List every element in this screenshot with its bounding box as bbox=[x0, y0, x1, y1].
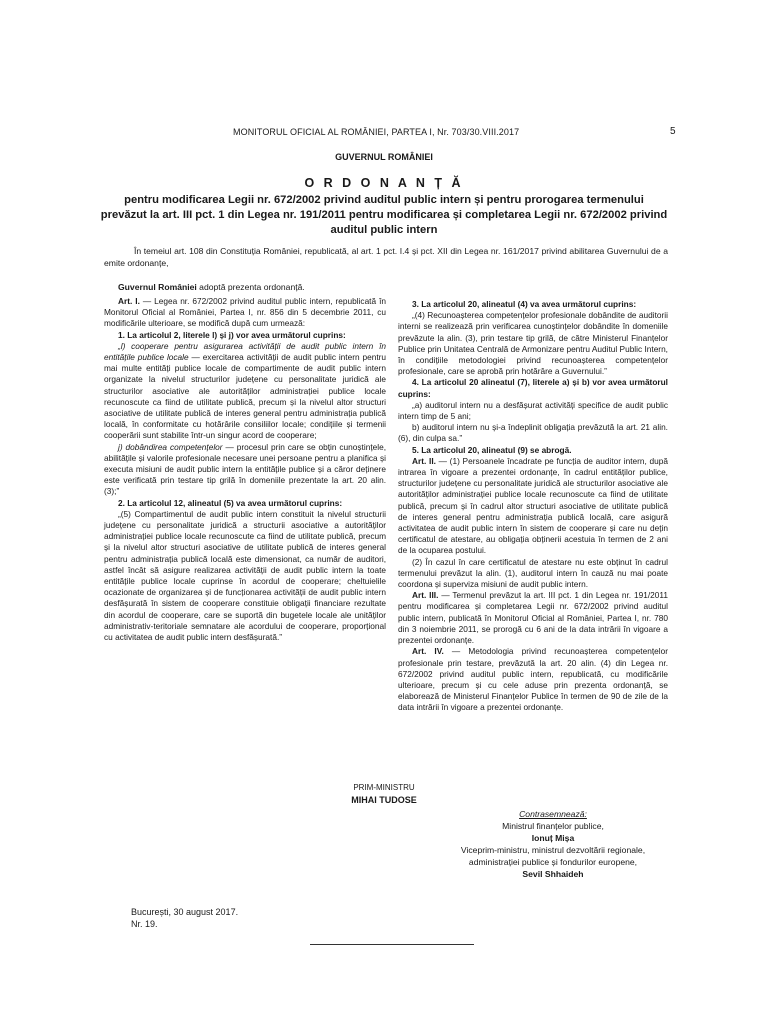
article-4 bbox=[398, 646, 668, 713]
point-2-heading: 2. La articolul 12, alineatul (5) va avea următorul cuprins: bbox=[118, 497, 343, 508]
countersign-role-1: Ministrul finanțelor publice, bbox=[502, 821, 604, 831]
article-3-text: — Termenul prevăzut la art. III pct. 1 din Legea nr. 191/2011 pentru modificarea și completarea Legii nr. 672/2002 privind auditul public intern, publicată în Monitorul Oficial al României, Partea I, nr. 780 din 3 noiembrie 2011, se prorogă cu 6 ani de la data intrării în vigoare a prezentei ordonanțe. bbox=[398, 590, 668, 646]
signature-title: PRIM-MINISTRU bbox=[353, 783, 415, 792]
point-2-text: „(5) Compartimentul de audit public intern constituit la nivelul structurii județene cu personalitate juridică a structurii asociative a autorităților administrației publice locale recunoscute ca fiind de utilitate publică, precum și la nivelul altor structuri asociative de utilitate publică de interes general pentru administrația publică locală este dimensionat, ca număr de auditori, astfel încât să asigure realizarea activității de audit public intern la toate entitățile publice locale cuprinse în acordul de cooperare; cheltuielile ocazionate de organizarea și de funcționarea activității de audit public intern desfășurată în sistem de cooperare constituie obligații financiare rezultate din acordul de cooperare, care se suportă din bugetele locale ale unităților administrativ-teritoriale semnatare ale acordului de cooperare, proporțional cu activitatea de audit public intern desfășurată.” bbox=[104, 508, 386, 643]
adoption-text: adoptă prezenta ordonanță. bbox=[196, 282, 305, 292]
article-1 bbox=[104, 296, 386, 330]
article-1-label: Art. I. bbox=[118, 296, 140, 306]
point-3-text: „(4) Recunoașterea competențelor profesionale dobândite de auditorii interni se realizează prin verificarea cunoștințelor dobândite în domeniile prevăzute la alin. (3), prin testare tip grilă, de către Ministerul Finanțelor Publice prin Unitatea Centrală de Armonizare pentru Auditul Public Intern, în condițiile metodologiei privind recunoașterea competențelor profesionale, care se aprobă prin hotărâre a Guvernului.” bbox=[398, 310, 668, 377]
prime-minister-signature bbox=[0, 782, 768, 806]
act-number: Nr. 19. bbox=[131, 919, 158, 929]
article-4-label: Art. IV. bbox=[412, 646, 444, 657]
letter-j-text: — procesul prin care se obțin cunoștințele, abilitățile și valorile profesionale necesare unei persoane pentru a planifica și executa misiuni de audit public intern la entitățile publice și a căror deținere este verificată prin testare tip grilă în domeniile prezentate la art. 20 alin. (3);” bbox=[104, 441, 386, 497]
issuer-heading: GUVERNUL ROMÂNIEI bbox=[335, 152, 433, 162]
place-date-text: București, 30 august 2017. bbox=[131, 907, 239, 917]
document-title: O R D O N A N Ț Ă bbox=[304, 176, 464, 190]
letter-j-term: j) dobândirea competențelor bbox=[118, 441, 223, 452]
countersign-name-2: Sevil Shhaideh bbox=[522, 869, 584, 879]
article-2-text: — (1) Persoanele încadrate pe funcția de auditor intern, după intrarea în vigoare a prezentei ordonanțe, în cadrul entităților publice, structurilor județene cu personalitate juridică ale structurilor asociative ale autorităților administrației publice locale recunoscute ca fiind de utilitate publică, precum și în cadrul altor structuri asociative de utilitate publică de interes general pentru administrația publică locală, care asigură activitatea de audit public intern în sistem de cooperare și care nu dețin certificatul de atestare, au obligația obținerii acestuia în termen de 2 ani de la ocuparea postului. bbox=[398, 455, 668, 556]
letter-l-term: „l) cooperare pentru asigurarea activității de audit public intern în entitățile publice locale bbox=[104, 340, 386, 363]
countersign-name-1: Ionuț Mișa bbox=[531, 833, 575, 843]
point-1-letter-l bbox=[104, 341, 386, 442]
article-2 bbox=[398, 456, 668, 557]
point-1-letter-j bbox=[104, 442, 386, 498]
article-2-label: Art. II. bbox=[412, 455, 436, 466]
point-4-letter-a: „a) auditorul intern nu a desfășurat activități specifice de audit public intern timp de 5 ani; bbox=[398, 399, 668, 422]
preamble: În temeiul art. 108 din Constituția României, republicată, al art. 1 pct. I.4 și pct. XII din Legea nr. 161/2017 privind abilitarea Guvernului de a emite ordonanțe, bbox=[104, 246, 668, 268]
place-and-date bbox=[131, 906, 238, 930]
countersignature-block bbox=[398, 808, 708, 880]
adoption-line bbox=[118, 282, 378, 292]
letter-l-text: — exercitarea activității de audit public intern pentru mai multe entități publice locale de compartimente de audit public intern organizate la nivelul structurilor județene cu personalitate juridică ale structurilor asociative ale autorităților administrației publice locale recunoscute ca fiind de utilitate publică, precum și la nivelul altor structuri asociative de utilitate publică de interes general pentru administrația publică locală, în conformitate cu hotărârile consiliilor locale; condițiile și termenii cooperării sunt stabilite într-un singur acord de cooperare; bbox=[104, 352, 387, 441]
point-5-heading: 5. La articolul 20, alineatul (9) se abrogă. bbox=[412, 444, 572, 455]
point-4-letter-b: b) auditorul intern nu și-a îndeplinit obligația prevăzută la art. 21 alin. (6), din culpa sa.” bbox=[398, 422, 668, 444]
article-2-para-2: (2) În cazul în care certificatul de atestare nu este obținut în cadrul termenului prevăzut la alin. (1), auditorul intern în cauză nu mai poate coordona și superviza misiuni de audit public intern. bbox=[398, 556, 668, 590]
document-subtitle: pentru modificarea Legii nr. 672/2002 privind auditul public intern și pentru prorogarea termenului prevăzut la art. III pct. 1 din Legea nr. 191/2011 pentru modificarea și completarea Legii nr. 672/2002 privind auditul public intern bbox=[100, 194, 668, 236]
point-1-heading: 1. La articolul 2, literele l) și j) vor avea următorul cuprins: bbox=[118, 329, 346, 340]
page-number: 5 bbox=[670, 126, 676, 137]
countersign-label: Contrasemnează: bbox=[519, 809, 587, 819]
article-3 bbox=[398, 590, 668, 646]
footer-divider bbox=[310, 944, 474, 945]
countersign-role-2b: administrației publice și fondurilor europene, bbox=[468, 857, 638, 867]
countersign-role-2a: Viceprim-ministru, ministrul dezvoltării regionale, bbox=[460, 845, 646, 855]
article-4-text: — Metodologia privind recunoașterea competențelor profesionale prin testare, prevăzută la art. 20 alin. (4) din Legea nr. 672/2002 privind auditul public intern, republicată, cu modificările ulterioare, precum și cu cele aduse prin prezenta ordonanță, se elaborează de Ministerul Finanțelor Publice în termen de 90 de zile de la data intrării în vigoare a prezentei ordonanțe. bbox=[398, 646, 668, 713]
right-column bbox=[398, 299, 668, 714]
left-column bbox=[104, 296, 386, 643]
article-1-text: — Legea nr. 672/2002 privind auditul public intern, republicată în Monitorul Oficial al României, Partea I, nr. 856 din 5 decembrie 2011, cu modificările ulterioare, se modifică după cum urmează: bbox=[104, 296, 386, 329]
signature-name: MIHAI TUDOSE bbox=[351, 795, 417, 805]
point-3-heading: 3. La articolul 20, alineatul (4) va avea următorul cuprins: bbox=[412, 299, 637, 309]
adoption-subject: Guvernul României bbox=[118, 282, 197, 292]
article-3-label: Art. III. bbox=[412, 590, 439, 601]
point-4-heading: 4. La articolul 20 alineatul (7), literele a) și b) vor avea următorul cuprins: bbox=[398, 377, 668, 399]
gazette-header: MONITORUL OFICIAL AL ROMÂNIEI, PARTEA I, Nr. 703/30.VIII.2017 bbox=[233, 127, 520, 137]
